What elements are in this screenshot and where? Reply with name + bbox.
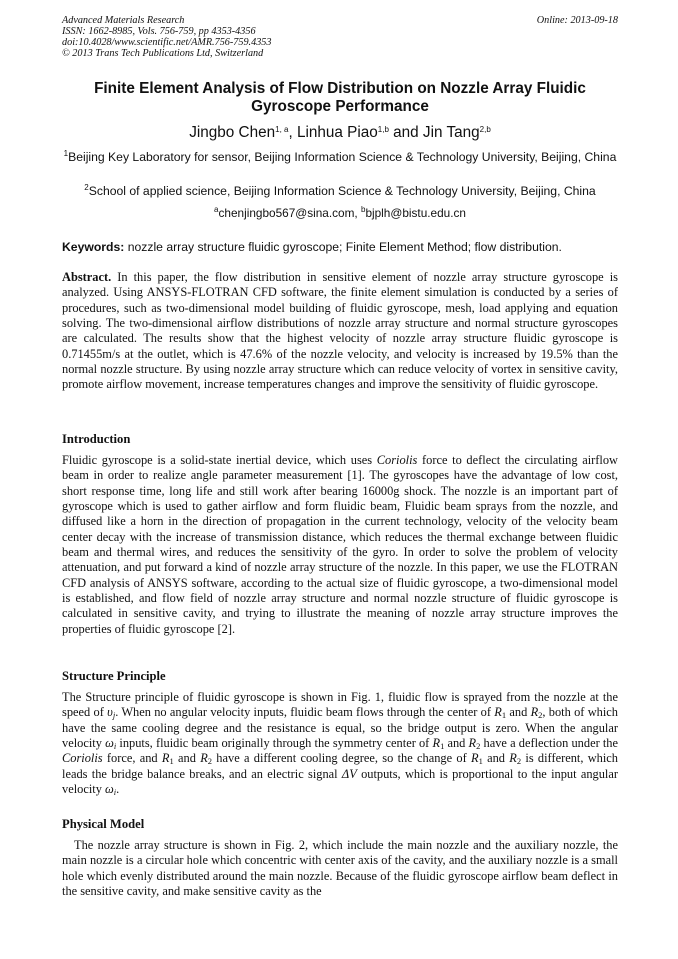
struct-text: , both of which have the same cooling degree and the resistance is equal, so the bridge output is zero. When the angular velocity: [62, 705, 618, 751]
author-1: Jingbo Chen: [189, 124, 276, 141]
intro-text-1: Fluidic gyroscope is a solid-state inertial device, which uses: [62, 453, 377, 467]
affiliation-1-text: Beijing Key Laboratory for sensor, Beijing Information Science & Technology University, Beijing, China: [68, 150, 617, 164]
struct-text: and: [444, 736, 469, 751]
journal-header: [62, 15, 618, 59]
struct-text: have a different cooling degree, so the change of: [212, 751, 471, 766]
math-subscript: 2: [538, 710, 543, 721]
keywords-text: nozzle array structure fluidic gyroscope; Finite Element Method; flow distribution.: [124, 240, 562, 254]
struct-text: have a deflection under the: [480, 736, 619, 751]
issn-line: ISSN: 1662-8985, Vols. 756-759, pp 4353-4356: [62, 26, 256, 37]
journal-name: Advanced Materials Research: [62, 15, 185, 26]
math-subscript: i: [113, 787, 117, 798]
structure-principle-paragraph: [62, 690, 618, 797]
affiliation-2: [62, 184, 618, 200]
doi-line: doi:10.4028/www.scientific.net/AMR.756-759.4353: [62, 37, 272, 48]
author-2: , Linhua Piao: [288, 124, 378, 141]
abstract-text: In this paper, the flow distribution in sensitive element of nozzle array structure gyroscope is analyzed. Using ANSYS-FLOTRAN CFD software, the finite element simulation is conducted by a series of procedures, such as two-dimensional model building of fluidic gyroscope, mesh, load applying and equation solving. The two-dimensional airflow distributions of nozzle array structure and normal structure gyroscopes are calculated. The results show that the highest velocity of nozzle array structure fluidic gyroscope is 0.71455m/s at the outlet, which is 47.6% of the nozzle velocity, and velocity is increased by 19.5% than the normal nozzle structure. By using nozzle array structure which can reduce velocity of vortex in sensitive cavity, promote airflow movement, increase temperatures changes and improve the sensitivity of fluidic gyroscope.: [62, 270, 618, 392]
struct-text: . When no angular velocity inputs, fluidic beam flows through the center of: [115, 705, 495, 720]
math-symbol: R: [200, 751, 208, 766]
title-line-1: Finite Element Analysis of Flow Distribution on Nozzle Array Fluidic: [94, 80, 586, 97]
math-symbol: [105, 782, 116, 796]
struct-text: and: [506, 705, 531, 720]
abstract-label: Abstract.: [62, 270, 112, 284]
author-2-sup: 1,b: [377, 125, 389, 134]
author-1-sup: 1, a: [275, 125, 289, 134]
intro-coriolis: Coriolis: [376, 453, 418, 467]
struct-text: and: [173, 751, 201, 766]
email-a-sup: a: [214, 205, 219, 214]
math-subscript: 1: [478, 756, 483, 767]
title-line-2: Gyroscope Performance: [251, 98, 429, 115]
math-subscript: 1: [440, 741, 445, 752]
math-subscript: i: [113, 741, 117, 752]
struct-text: The Structure principle of fluidic gyroscope is shown in Fig. 1, fluidic flow is sprayed from the nozzle at the speed of: [62, 690, 618, 720]
math-subscript: 1: [169, 756, 174, 767]
email-b: bjplh@bistu.edu.cn: [365, 206, 466, 220]
math-symbol: R: [530, 705, 539, 720]
math-subscript: 1: [501, 710, 507, 721]
section-heading-physical-model: Physical Model: [62, 817, 145, 831]
struct-coriolis: Coriolis: [62, 751, 103, 766]
math-symbol: R: [494, 705, 502, 720]
math-symbol: [105, 736, 116, 750]
physical-model-paragraph: The nozzle array structure is shown in Fig. 2, which include the main nozzle and the auxiliary nozzle, the main nozzle is a circular hole which concentric with center axis of the cavity, and the auxiliary nozzle is a small hole which evenly distributed around the main nozzle. Because of the fluidic gyroscope airflow beam deflect in the sensitive cavity, and make sensitive cavity as the: [62, 838, 618, 899]
author-emails: [62, 206, 618, 220]
affiliation-2-sup: 2: [84, 183, 89, 192]
math-symbol: R: [161, 751, 170, 766]
introduction-paragraph: [62, 453, 618, 637]
author-3: and Jin Tang: [388, 124, 480, 141]
email-a: chenjingbo567@sina.com,: [218, 206, 361, 220]
struct-text: force, and: [102, 751, 162, 766]
affiliation-1-sup: 1: [63, 149, 69, 158]
math-symbol: [107, 705, 115, 719]
copyright-line: © 2013 Trans Tech Publications Ltd, Switzerland: [62, 48, 264, 59]
author-3-sup: 2,b: [479, 125, 491, 134]
paper-title: [60, 80, 620, 116]
struct-text: is different, which leads the bridge balance breaks, and an electric signal: [62, 751, 619, 781]
math-subscript: 2: [516, 756, 522, 767]
abstract: [62, 270, 618, 393]
section-heading-introduction: Introduction: [62, 432, 131, 446]
email-b-sup: b: [360, 205, 366, 214]
keywords-label: Keywords:: [62, 240, 125, 254]
math-subscript: 2: [207, 756, 213, 767]
struct-text: inputs, fluidic beam originally through the symmetry center of: [116, 736, 433, 751]
math-symbol: R: [509, 751, 517, 766]
affiliation-2-text: School of applied science, Beijing Information Science & Technology University, Beijing, China: [88, 184, 596, 198]
math-symbol: R: [468, 736, 477, 751]
struct-text: and: [482, 751, 510, 766]
math-subscript: j: [112, 710, 116, 721]
struct-text: .: [116, 782, 120, 797]
section-heading-structure-principle: Structure Principle: [62, 669, 166, 683]
math-symbol: ΔV: [341, 766, 357, 781]
math-symbol: υ: [107, 705, 113, 720]
math-symbol: R: [470, 751, 479, 766]
math-symbol: R: [432, 736, 441, 751]
math-symbol: ω: [105, 782, 114, 797]
online-date: Online: 2013-09-18: [536, 15, 618, 26]
intro-text-2: force to deflect the circulating airflow beam in order to realize angle parameter measurement [1]. The gyroscopes have the advantage of low cost, short response time, long life and still work after bearing 16000g shock. The nozzle is an important part of gyroscope which is used to gather airflow and form fluidic beam, Fluidic beam sprays from the nozzle, and diffused like a horn in the direction of propagation in the current technology, velocity of the velocity beam center decay with the increase of transmission distance, which reduces the thermal exchange between fluidic beam and thermal wires, and reduces the sensitivity of the gyro. In order to solve the problem of velocity attenuation, and put forward a kind of nozzle array structure of the nozzle. In this paper, we use the FLOTRAN CFD analysis of ANSYS software, according to the actual size of fluidic gyroscope, a two-dimensional model is established, and flow field of nozzle array structure and normal nozzle structure of fluidic gyroscope is calculated in sensitive cavity, and trying to illustrate the meaning of nozzle array structure improves the properties of fluidic gyroscope [2].: [62, 453, 618, 636]
math-symbol: ω: [105, 736, 114, 751]
affiliation-1: [62, 150, 618, 166]
struct-text: outputs, which is proportional to the input angular velocity: [62, 766, 618, 797]
author-list: [60, 124, 620, 142]
keywords: [62, 240, 618, 255]
math-subscript: 2: [476, 741, 481, 752]
